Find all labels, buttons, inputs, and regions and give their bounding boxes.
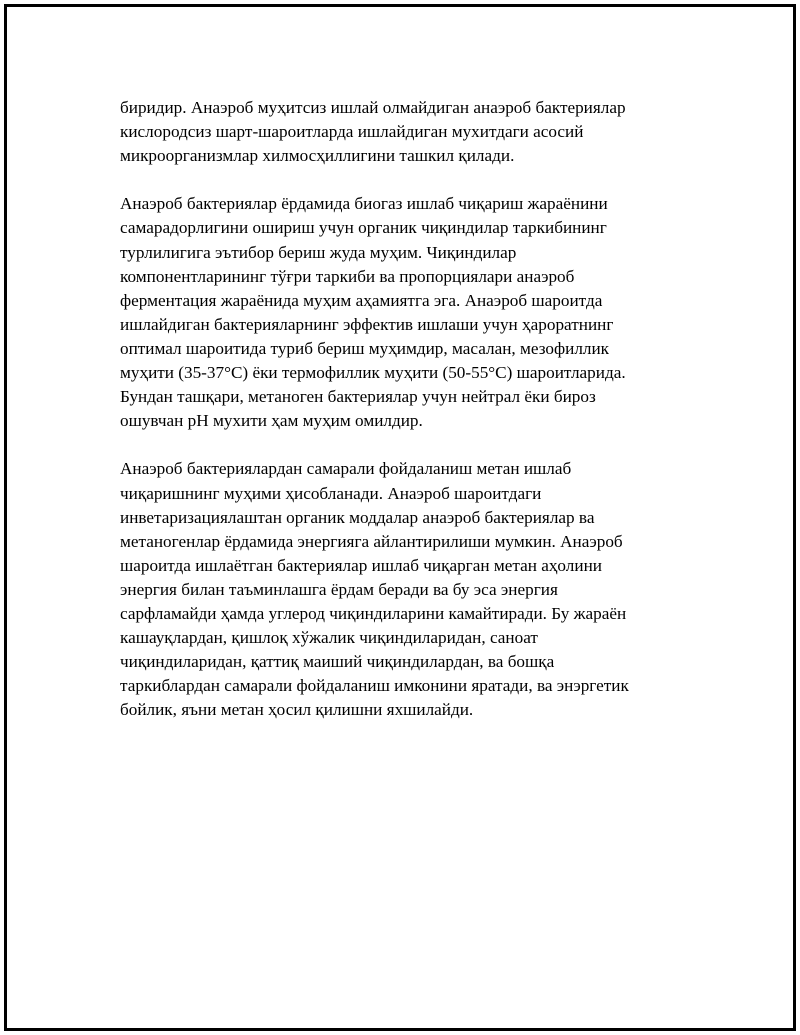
paragraph-line: Анаэроб бактериялардан самарали фойдаланиш метан ишлаб [120,459,572,479]
paragraph-line: компонентларининг тўғри таркиби ва пропорциялари анаэроб [120,266,575,286]
paragraph-line: метаногенлар ёрдамида энергияга айлантирилиши мумкин. Анаэроб [120,531,623,551]
paragraph-line: энергия билан таъминлашга ёрдам беради ва бу эса энергия [120,579,558,599]
paragraph-line: чиқаришнинг муҳими ҳисобланади. Анаэроб шароитдаги [120,483,542,503]
paragraph-line: муҳити (35-37°C) ёки термофиллик муҳити (50-55°C) шароитларида. [120,363,626,383]
paragraph-2 [120,192,700,433]
paragraph-line: кашауқлардан, қишлоқ хўжалик чиқиндиларидан, саноат [120,628,538,648]
paragraph-line: сарфламайди ҳамда углерод чиқиндиларини камайтиради. Бу жараён [120,603,627,623]
paragraph-line: ферментация жараёнида муҳим аҳамиятга эга. Анаэроб шароитда [120,290,603,310]
paragraph-1 [120,96,700,168]
paragraph-line: бойлик, яъни метан ҳосил қилишни яхшилайди. [120,700,474,720]
paragraph-line: Бундан ташқари, метаноген бактериялар учун нейтрал ёки бироз [120,387,596,407]
paragraph-line: шароитда ишлаётган бактериялар ишлаб чиқарган метан аҳолини [120,555,602,575]
paragraph-line: чиқиндиларидан, қаттиқ маиший чиқиндилардан, ва бошқа [120,652,555,672]
document-page [4,4,796,1031]
paragraph-line: биридир. Анаэроб муҳитсиз ишлай олмайдиган анаэроб бактериялар [120,98,626,117]
paragraph-line: таркиблардан самарали фойдаланиш имконини яратади, ва энэргетик [120,676,629,696]
paragraph-line: ошувчан pH мухити ҳам муҳим омилдир. [120,411,423,431]
paragraph-line: ишлайдиган бактерияларнинг эффектив ишлаши учун ҳароратнинг [120,314,614,334]
paragraph-line: оптимал шароитида туриб бериш муҳимдир, масалан, мезофиллик [120,338,610,358]
paragraph-line: турлилигига эътибор бериш жуда муҳим. Чиқиндилар [120,242,517,262]
paragraph-line: микроорганизмлар хилмосҳиллигини ташкил қилади. [120,146,515,166]
paragraph-line: инветаризациялаштан органик моддалар анаэроб бактериялар ва [120,507,595,527]
paragraph-line: Анаэроб бактериялар ёрдамида биогаз ишлаб чиқариш жараёнини [120,194,608,214]
document-body [120,96,700,747]
paragraph-line: самарадорлигини ошириш учун органик чиқиндилар таркибининг [120,218,607,238]
paragraph-line: кислородсиз шарт-шароитларда ишлайдиган мухитдаги асосий [120,122,584,142]
paragraph-3 [120,457,700,722]
